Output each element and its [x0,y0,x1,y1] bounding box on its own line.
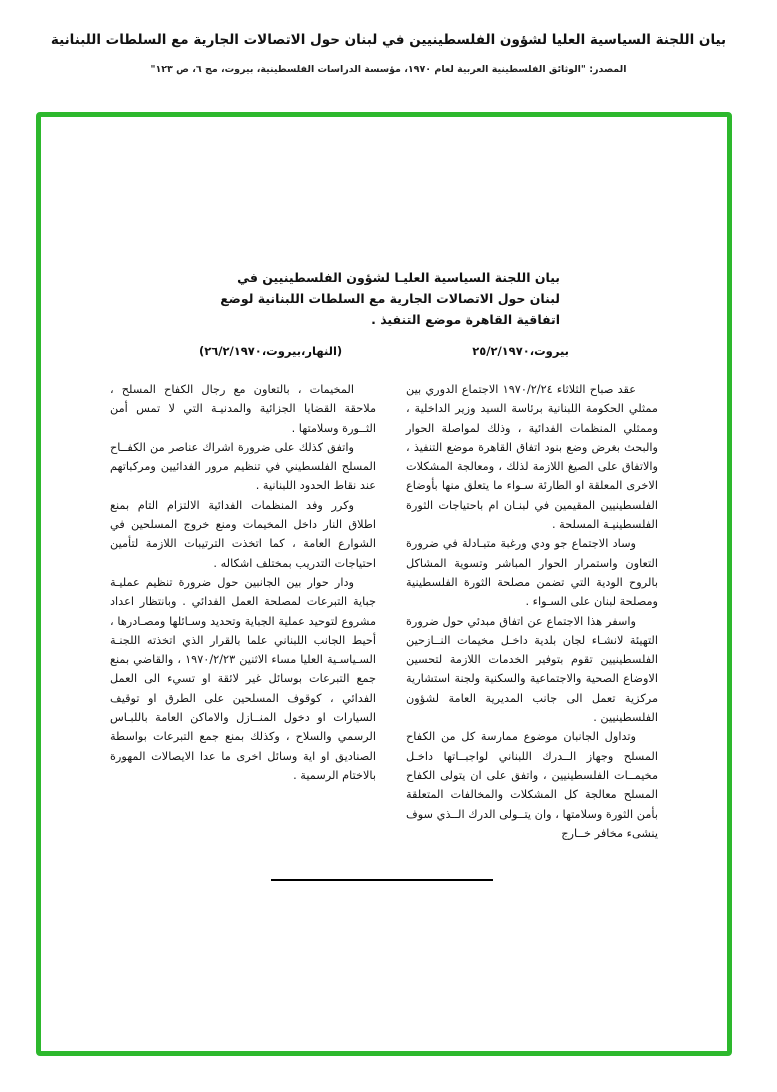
dateline-source-citation: (النهار،بيروت،٢٦/٢/١٩٧٠) [199,344,343,358]
separator-line [271,879,493,881]
document-title-line-3: اتفاقية القاهرة موضع التنفيذ . [371,312,560,327]
paragraph: وساد الاجتماع جو ودي ورغبة متبـادلة في ضرورة التعاون واستمرار الحوار المباشر وتسوية المشاكل بالروح الودية التي تضمن مصلحة الثورة الفلسطينية ومصلحة لبنان على السـواء . [406,537,658,609]
paragraph: واتفق كذلك على ضرورة اشراك عناصر من الكفــاح المسلح الفلسطيني في تنظيم مرور الفدائيين ومركباتهم عند نقاط الحدود اللبنانية . [110,440,376,493]
text-columns [41,380,727,843]
document-scan [36,112,732,1056]
paragraph: ودار حوار بين الجانبين حول ضرورة تنظيم عمليـة جباية التبرعات لمصلحة العمل الفدائي . وبانتظار اعداد مشروع لتوحيد عملية الجباية وتحديد وسـائلها ومصـادرها ، أحيط الجانب اللبناني علما بالقرار الذي اتخذته اللجنـة السـياسـية العليا مساء الاثنين ١٩٧٠/٢/٢٣ ، والقاضي بمنع جمع التبرعات بوسائل غير لائقة او تسيء الى العمل الفدائي ، كوقوف المسلحين على الطرق او توقيف السيارات او دخول المنــازل والاماكن العامة باللبـاس الرسمي والسلاح ، وكذلك بمنع جمع التبرعات بواسطة الصناديق او اية وسائل اخرى ما عدا الايصالات المهورة بالاختام الرسمية . [110,575,377,782]
document-body [41,117,727,1051]
page-header-source: المصدر: "الوثائق الفلسطينية العربية لعام ١٩٧٠، مؤسسة الدراسات الفلسطينية، بيروت، مج ٦، ص ١٢٣" [150,64,627,75]
dateline [199,344,569,358]
paragraph: المخيمات ، بالتعاون مع رجال الكفاح المسلح ، ملاحقة القضايا الجزائية والمدنيـة التي لا تمس أمن الثــورة وسلامتها . [110,383,376,435]
paragraph: واسفر هذا الاجتماع عن اتفاق مبدئي حول ضرورة التهيئة لانشـاء لجان بلدية داخـل مخيمات النــازحين الفلسطينيين تقوم بتوفير الخدمات اللازمة لتحسين الاوضاع الصحية والاجتماعية والسكنية ولجنة استشارية مركزية تعمل الى جانب المديرية العامة لشؤون الفلسطينيين . [406,614,658,725]
column-left [110,380,376,843]
page-header-title: بيان اللجنة السياسية العليا لشؤون الفلسطينيين في لبنان حول الاتصالات الجارية مع السلطات اللبنانية [50,32,727,48]
document-title [208,267,560,330]
document-title-line-2: لبنان حول الاتصالات الجارية مع السلطات اللبنانية لوضع [220,291,560,306]
column-right [406,380,658,843]
paragraph: وتداول الجانبان موضوع ممارسة كل من الكفاح المسلح وجهاز الــدرك اللبناني لواجبــاتها داخـل مخيمــات الفلسطينيين ، واتفق على ان يتولى الكفاح المسلح معالجة كل المشكلات والمخالفات المتعلقة بأمن الثورة وسلامتها ، وان يتــولى الدرك الــذي سوف ينشىء مخافر خــارج [406,730,658,840]
paragraph: عقد صباح الثلاثاء ١٩٧٠/٢/٢٤ الاجتماع الدوري بين ممثلي الحكومة اللبنانية برئاسة السيد وزير الداخلية ، وممثلي المنظمات الفدائية ، وذلك لمواصلة الحوار والبحث بغرض وضع بنود اتفاق القاهرة موضع التنفيذ ، والاتفاق على الصيغ اللازمة لذلك ، ومعالجة المشكلات الاخرى المعلقة او الطارئة سـواء ما يتعلق منها بأوضاع الفلسطينيين المقيمين في لبنـان ام باحتياجات الثورة الفلسطينيـة المسلحة . [406,383,658,532]
page-header [0,0,777,75]
paragraph: وكرر وفد المنظمات الفدائية الالتزام التام بمنع اطلاق النار داخل المخيمات ومنع خروج المسلحين في الشوارع العامة ، كما اتخذت الترتيبات اللازمة لتأمين احتياجات التدريب بمختلف اشكاله . [110,498,376,570]
document-title-line-1: بيان اللجنة السياسية العليـا لشؤون الفلسطينيين في [237,270,560,285]
dateline-place-date: بيروت،٢٥/٢/١٩٧٠ [472,344,569,358]
